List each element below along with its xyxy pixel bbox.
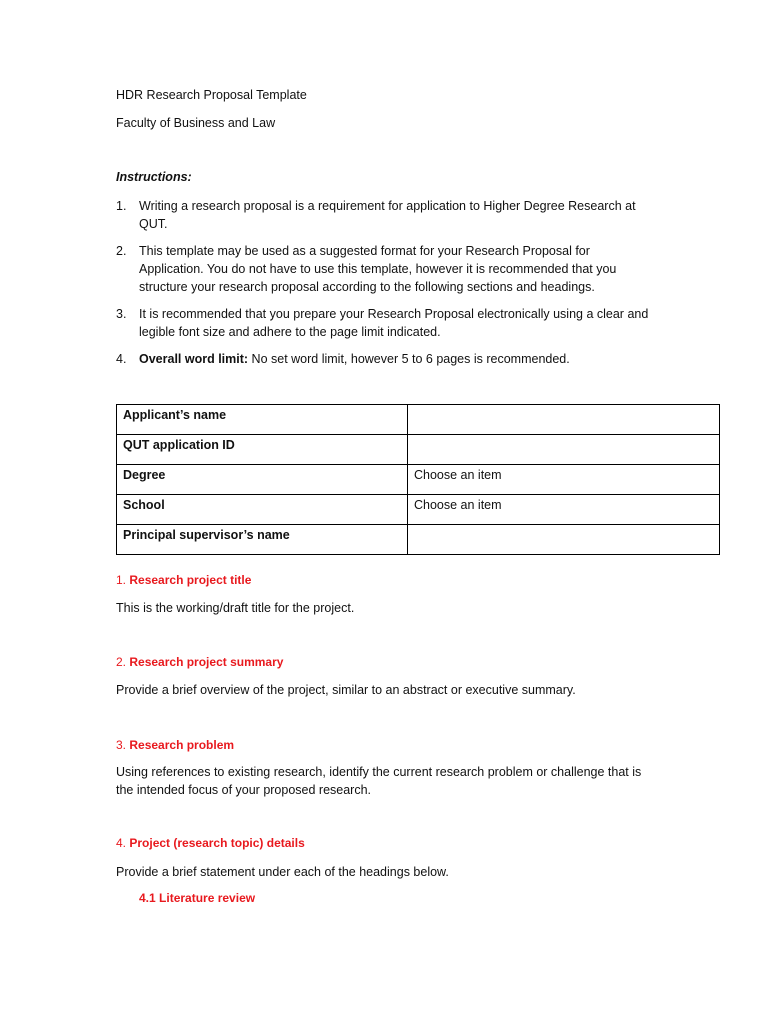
school-label: School (117, 495, 408, 525)
section-heading (116, 836, 305, 850)
table-row (117, 525, 720, 555)
section-heading (116, 738, 234, 752)
section-title: Research problem (129, 738, 235, 752)
section-number: 2. (116, 655, 127, 669)
table-row (117, 465, 720, 495)
section-title: Research project title (129, 573, 252, 587)
subsection-heading (139, 891, 255, 905)
school-select[interactable]: Choose an item (408, 495, 720, 525)
section-number: 1. (116, 573, 127, 587)
table-row (117, 435, 720, 465)
instruction-number: 4. (116, 352, 127, 366)
section-heading (116, 573, 251, 587)
applicant-details-table (116, 404, 720, 555)
instruction-text: Writing a research proposal is a requirement for application to Higher Degree Research at QUT. (139, 199, 636, 231)
section-text: Provide a brief statement under each of the headings below. (116, 865, 449, 879)
instruction-number: 1. (116, 199, 127, 213)
application-id-field[interactable] (408, 435, 720, 465)
instruction-item (116, 305, 656, 341)
section-text: This is the working/draft title for the project. (116, 601, 355, 615)
supervisor-name-label: Principal supervisor’s name (117, 525, 408, 555)
application-id-label: QUT application ID (117, 435, 408, 465)
supervisor-name-field[interactable] (408, 525, 720, 555)
instruction-text: No set word limit, however 5 to 6 pages is recommended. (248, 352, 570, 366)
instruction-item (116, 242, 656, 296)
degree-label: Degree (117, 465, 408, 495)
instructions-list (116, 197, 656, 377)
section-text: Provide a brief overview of the project, similar to an abstract or executive summary. (116, 683, 576, 697)
instruction-text: This template may be used as a suggested format for your Research Proposal for Application. You do not have to use this template, however it is recommended that you structure your research proposal according to the following sections and headings. (139, 244, 617, 294)
subsection-title: Literature review (159, 891, 256, 905)
table-row (117, 405, 720, 435)
instruction-text: It is recommended that you prepare your Research Proposal electronically using a clear and legible font size and adhere to the page limit indicated. (139, 307, 649, 339)
applicant-name-field[interactable] (408, 405, 720, 435)
applicant-name-label: Applicant’s name (117, 405, 408, 435)
section-number: 3. (116, 738, 127, 752)
instructions-label: Instructions: (116, 170, 192, 184)
faculty-name: Faculty of Business and Law (116, 116, 276, 130)
table-row (117, 495, 720, 525)
degree-select[interactable]: Choose an item (408, 465, 720, 495)
instruction-number: 3. (116, 307, 127, 321)
section-text: Using references to existing research, identify the current research problem or challenge that is the intended focus of your proposed research. (116, 765, 642, 797)
instruction-item (116, 197, 656, 233)
section-title: Research project summary (129, 655, 284, 669)
document-title: HDR Research Proposal Template (116, 88, 307, 102)
instruction-number: 2. (116, 244, 127, 258)
section-title: Project (research topic) details (129, 836, 305, 850)
section-heading (116, 655, 283, 669)
instruction-item (116, 350, 656, 368)
subsection-number: 4.1 (139, 891, 156, 905)
word-limit-label: Overall word limit: (139, 352, 249, 366)
section-number: 4. (116, 836, 127, 850)
